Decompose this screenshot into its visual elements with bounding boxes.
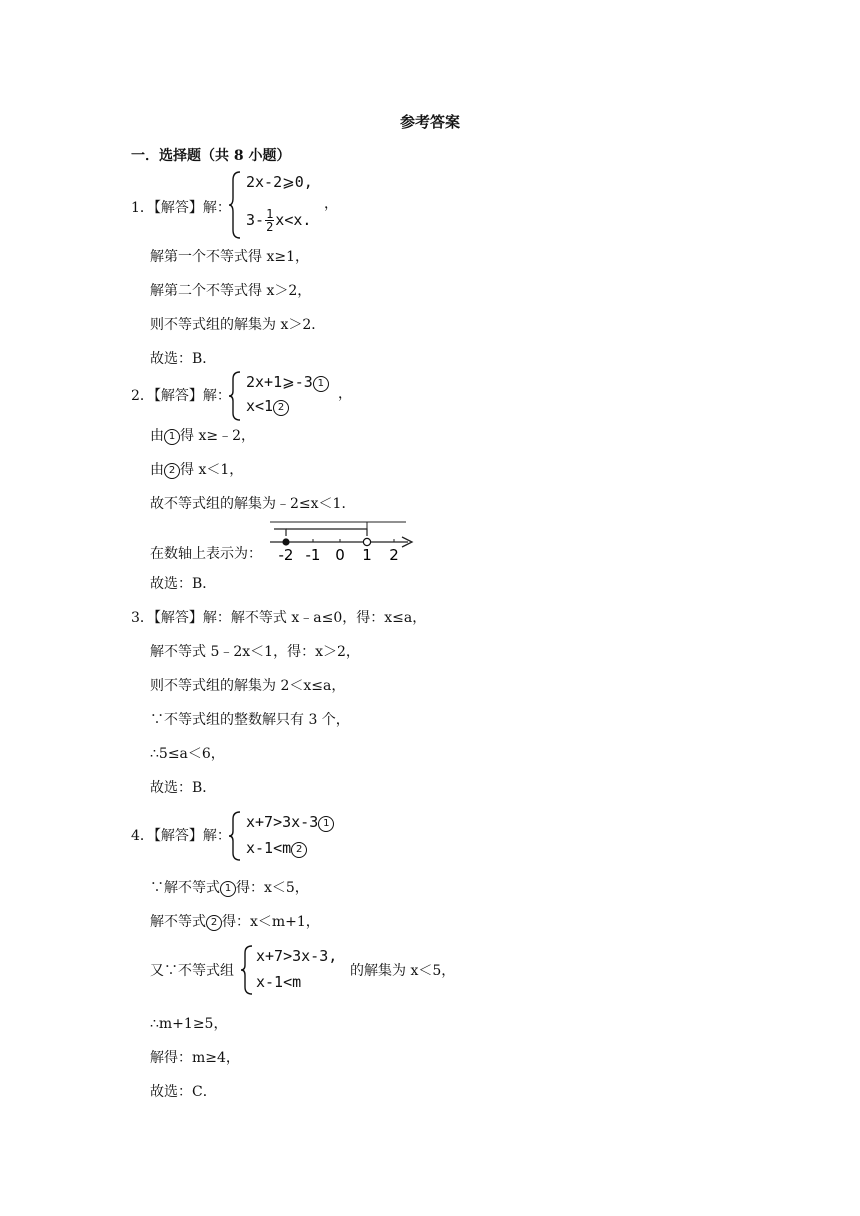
q4-equation-system	[228, 810, 368, 862]
brace-icon	[228, 370, 242, 422]
q4-line1-text: x+7>3x-3	[246, 813, 319, 831]
number-line	[266, 518, 416, 564]
q1-line2-suffix: x<x.	[275, 211, 312, 229]
q2-line2-b: 得 x＜1，	[180, 462, 244, 478]
q4-line2-b: 得：x＜m+1，	[222, 914, 320, 930]
q2-line-4: 在数轴上表示为：	[150, 546, 262, 562]
fraction	[265, 208, 274, 233]
q2-equation-system	[228, 370, 358, 422]
q4-line-1	[150, 878, 309, 898]
q1-equation-system	[228, 170, 338, 240]
circled-number: 2	[273, 400, 289, 416]
brace-icon	[228, 810, 242, 862]
q4-line-4: ∴m+1≥5，	[150, 1016, 228, 1032]
tick-label: 2	[389, 546, 399, 564]
q1-line-3: 则不等式组的解集为 x＞2．	[150, 317, 326, 333]
open-point	[363, 538, 370, 545]
fraction-denominator: 2	[266, 220, 274, 234]
q4-inline-system	[240, 944, 344, 996]
q4-line2-a: 解不等式	[150, 914, 206, 930]
q1-tail: ，	[324, 196, 338, 212]
tick-label: 1	[362, 546, 372, 564]
circled-number: 1	[220, 881, 236, 897]
q3-line-3: ∵不等式组的整数解只有 3 个，	[150, 712, 350, 728]
q1-system-line-2	[246, 208, 311, 233]
q2-head: 2．【解答】解：	[131, 388, 231, 404]
brace-icon	[228, 170, 242, 240]
q4-line-3-prefix: 又∵不等式组	[150, 963, 234, 979]
tick-label: 0	[335, 546, 345, 564]
fraction-numerator: 1	[266, 207, 274, 221]
q2-line1-text: 2x+1⩾-3	[246, 373, 313, 391]
q1-head: 1．【解答】解：	[131, 200, 231, 216]
q1-line-2: 解第二个不等式得 x＞2，	[150, 283, 312, 299]
q2-line2-text: x<1	[246, 397, 274, 415]
circled-number: 1	[318, 816, 334, 832]
q4-inline-system-line-2: x-1<m	[256, 973, 302, 991]
circled-number: 2	[291, 842, 307, 858]
q1-line-4: 故选：B．	[150, 351, 217, 367]
q4-line1-a: ∵解不等式	[150, 880, 220, 896]
q2-line-2	[150, 460, 243, 480]
q2-tail: ，	[338, 386, 352, 402]
q4-line1-b: 得：x＜5，	[236, 880, 309, 896]
q4-line-6: 故选：C．	[150, 1084, 217, 1100]
q1-system-line-1: 2x-2⩾0,	[246, 173, 313, 191]
q2-line1-a: 由	[150, 428, 164, 444]
q2-system-line-2	[246, 396, 289, 416]
circled-number: 2	[206, 915, 222, 931]
circled-number: 1	[313, 376, 329, 392]
q2-line2-a: 由	[150, 462, 164, 478]
closed-point	[282, 538, 289, 545]
q3-line-0: 3．【解答】解：解不等式 x﹣a≤0，得：x≤a，	[131, 610, 427, 626]
circled-number: 2	[164, 463, 180, 479]
q3-line-5: 故选：B．	[150, 780, 217, 796]
q4-system-line-2	[246, 838, 307, 858]
q3-line-2: 则不等式组的解集为 2＜x≤a，	[150, 678, 346, 694]
q4-head: 4．【解答】解：	[131, 828, 231, 844]
q4-line-5: 解得：m≥4，	[150, 1050, 240, 1066]
q2-line1-b: 得 x≥﹣2，	[180, 428, 255, 444]
q4-system-line-1	[246, 812, 334, 832]
q4-line2-text: x-1<m	[246, 839, 292, 857]
tick-label: -2	[278, 546, 294, 564]
q3-line-1: 解不等式 5﹣2x＜1，得：x＞2，	[150, 644, 360, 660]
q2-system-line-1	[246, 372, 329, 392]
q1-line-1: 解第一个不等式得 x≥1，	[150, 249, 309, 265]
brace-icon	[240, 944, 254, 996]
q4-line-3-suffix: 的解集为 x＜5，	[350, 963, 456, 979]
circled-number: 1	[164, 429, 180, 445]
solution-range-bracket	[286, 529, 367, 536]
q2-line-5: 故选：B．	[150, 576, 217, 592]
page-title: 参考答案	[399, 113, 460, 131]
q4-inline-system-line-1: x+7>3x-3,	[256, 947, 338, 965]
tick-label: -1	[305, 546, 321, 564]
section-heading: 一．选择题（共 8 小题）	[131, 148, 291, 164]
q1-line2-prefix: 3-	[246, 211, 265, 229]
q4-line-2	[150, 912, 320, 932]
q3-line-4: ∴5≤a＜6，	[150, 746, 225, 762]
solution-range-left	[274, 529, 286, 536]
q2-line-3: 故不等式组的解集为﹣2≤x＜1．	[150, 496, 356, 512]
q2-line-1	[150, 426, 255, 446]
